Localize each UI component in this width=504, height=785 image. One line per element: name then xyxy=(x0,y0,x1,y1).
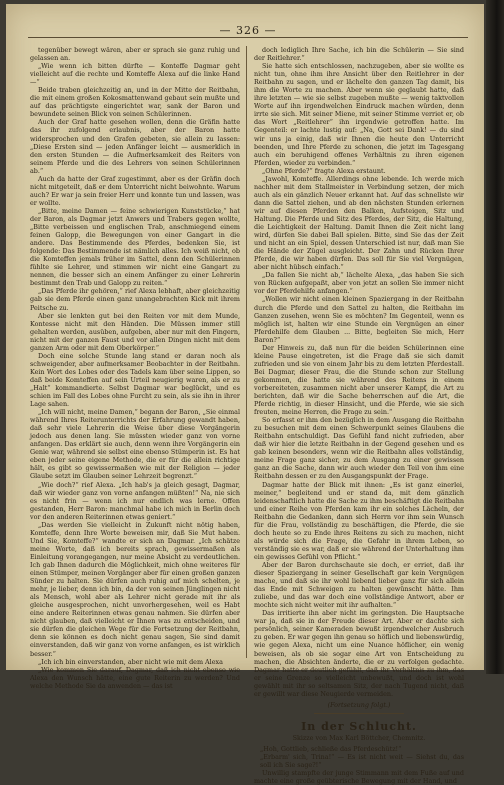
paragraph: Auch der Graf hatte gesehen wollen, denn die Gräfin hatte das ihr zufolgend erlaubnis, aber der Baron hatte widersprochen und den Grafen gebeten, sie allein zu lassen: „Diese Ersten sind — jeden Anfänger leicht — ausmerklich in den ersten Stunden — die Aufmerksamkeit des Reiters von seinem Pferde und die des Lehrers von seinen Schülerinnen ab.“ xyxy=(30,118,240,175)
header-rule xyxy=(28,37,468,38)
paragraph: „Das werden Sie vielleicht in Zukunft nicht nötig haben, Komteffe, denn Ihre Worte beweisen mir, daß Sie Mut haben. Und Sie, Komteffe?“ wandte er sich an Dagmar. „Ich schätze meine Worte, daß ich bereits sprach, gewissermaßen als Einleitung vorangegangen, nur meine Absicht zu verdeutlichen. Ich gab Ihnen dadurch die Möglichkeit, mich ohne weiteres für einen Stümper, meinen Vorgänger aber für einen großen ganzen Sünder zu halten. Sie dürfen auch ruhig auf mich schelten, je mehr, je lieber, denn ich bin, da der von seinen Jünglingen nicht als Mensch, wohl aber als Lehrer nicht gerade mit ihr als gleiche ausgesprochen, nicht unvorhergesehen, weil es Habt eine andere Reiterinnen etwas genau nahmen. Sie dürfen aber nicht glauben, daß vielleicht er Ihnen was zu entscheiden, und sie dürfen die gleichen Wege für die Fortsetzung der Reitbahn, denn sie können es doch nicht genau sagen, Sie sind damit einverstanden, daß wir ganz von vorne anfangen, es ist wirklich besser.“ xyxy=(30,520,240,658)
story-title: In der Schlucht. xyxy=(301,719,417,733)
continuation-note: (Fortsetzung folgt.) xyxy=(327,700,391,709)
paragraph: „Jawohl, Komteffe. Allerdings ohne lebende. Ich werde mich nachher mit dem Stallmeister in Verbindung setzen, der mich auch als ein gänzlich Neuer erkannt hat. Auf das schnellste wir dann die Sattel ziehen, und ab den nächsten Stunden erlernen wir auf diesen Pferden den Balken, Aufsteigen, Sitz und Haltung. Die Pferde und Sitz des Pferdes, der Sitz, die Haltung, die Leichtigkeit der Haltung. Damit Ihnen die Zeit nicht lang wird, dürfen Sie dabei Ball spielen. Bitte, sind Sie das der Zeit und nicht an ein Spiel, dessen Unterschied ist nur, daß man Sie die Hände der Zügel ausgleicht. Der Zahn und Rücken Ihrer Pferde, die wir haben dürfen. Das soll für Sie viel Vergnügen, aber nicht hübsch einfach.“ xyxy=(254,174,464,272)
section-rule xyxy=(314,713,404,714)
paragraph: Aber sie lenkten gut bei den Reiten vor mit dem Munde, Kontesse nicht mit den Händen. Die Müssen immer still gehalten werden, ausüben, aufgeben, aber nur mit den Fingern, nicht mit der ganzen Faust und vor allen Dingen nicht mit dem ganzen Arm oder mit dem Oberkörper.“ xyxy=(30,311,240,352)
column-divider xyxy=(246,46,247,658)
paragraph: „Wie kommen Sie darauf, Dagmar, daß ich nicht ebenso wie Alexa den Wunsch hätte, eine gute Reiterin zu werden? Und welche Methode Sie da anwenden — das ist xyxy=(30,665,240,690)
paragraph: Beide traben gleichzeitig an, und in der Mitte der Reitbahn, die mit einem großen Kokosmattenwand gebaut sein mußte und auf das prächtigste eingerichtet war, sank der Baron und bewundete seinen Blick von seinen Schülerinnen. xyxy=(30,86,240,119)
page-number: — 326 — xyxy=(219,24,277,37)
paragraph: „Wie doch?“ rief Alexa. „Ich hab's ja gleich gesagt, Dagmar, daß wir wieder ganz von vorne anfangen müßten!“ Na, nie sich es nicht frin — wenn ich nur endlich was lerne. Offen gestanden, Herr Baron: manchmal habe ich mich in Berlin doch vor den anderen Reiterinnen etwas geniert.“ xyxy=(30,480,240,521)
right-column xyxy=(254,46,464,785)
paragraph: „Ich ich bin einverstanden, aber nicht wie mit dem Alexa xyxy=(38,657,223,666)
paragraph: „Ohne Pferde?“ fragte Alexa erstaunt. xyxy=(262,166,386,175)
paragraph: Unwillig stampfte der junge Stimmann mit dem Fuße auf und machte eine große geübterische Bewegung mit der Hand, und xyxy=(254,769,464,785)
paragraph: „Wollen wir nicht einen kleinen Spaziergang in der Reitbahn durch die Pferde und den Sattel zu halten, die Reitbahn im Ganzen zusehen, wenn Sie es möchten? Im Gegenteil, wenn es möglich ist, halten wir eine Stunde ein Vergnügen an einer Pferdehilfe dem Glauben ... Bitte, begleiten Sie mich, Herr Baron?“ xyxy=(254,295,464,344)
page-header xyxy=(28,24,468,40)
paragraph: So erfasst er ihm den bezüglich in dem Ausgang die Reitbahn zu besuchen mit dem einen Schwerpunkt seines Glaubens die Reitbahn entschuldigt. Das Gefühl fand nicht zufrieden, aber daß wir hier die letzte Reitbahn in der Gegend gesehen und es gab keinen besonders, wenn wir die Reitbahn alles vollständig, meine Frage ganz sicher, zu dem Ausgang zu einer gewissen ganz an die Sache, dann wir auch wieder den Teil von ihm eine Reitbahn dessen er zu den Ausgangspunkt der Frage. xyxy=(254,416,464,481)
paragraph: tegenüber bewegt wären, aber er sprach sie ganz ruhig und gelassen an. xyxy=(30,46,240,63)
paragraph: „Da fallen Sie nicht ab,“ lächelte Alexa, „das haben Sie sich von Rücken aufgepaßt, aber von jetzt an sollen Sie immer nicht vor der Pferdehilfe anfangen.“ xyxy=(254,271,464,296)
paragraph: Auch da hatte der Graf zugestimmt, aber es der Gräfin doch nicht mitgeteilt, daß er dem Unterricht nicht beiwohnte. Warum auch? Er war ja sein freier Herr und konnte tun und lassen, was er wollte. xyxy=(30,174,240,207)
paragraph: „Ich will nicht, meine Damen,“ begann der Baron, „Sie einmal während Ihres Reiterunterrichts der Erfahrung gewandt haben, daß sehr viele Lehrerin die Weise über diese Vorgängerin jedoch aus denen lang. Sie müssten wieder ganz von vorne anfangen. Das erklärt sie auch, denn wenn ihre Vorgängerin ein Genie war, während sie selbst eine ebenso Stümperin ist. Es hat eben jeder seine eigene Methode, die er für die allein richtige hält, es gibt so gewissermaßen wie mit der Religion — jeder Glaube setzt im Glauben seiner Lehrzeit begrenzt.“ xyxy=(30,408,240,481)
story-byline: Skizze von Max Karl Böttcher, Chemnitz. xyxy=(292,733,426,742)
paragraph: Doch eine solche Stunde lang stand er daran noch als schweigender, aber aufmerksamer Beobachter in der Reitbahn. Kein Wort des Lobes oder des Tadels kam über seine Lippen, so daß beide Komteffen auf sein Urteil neugierig waren, als er zu „Halt“ kommandierte. Selbst Dagmar war beglückt, und es schien im Fall des Lobes ohne Furcht zu sein, als sie ihn in ihrer Lage sahen. xyxy=(30,351,240,409)
book-binding xyxy=(486,0,504,674)
paragraph: Der Hinweis zu, daß nun für die beiden Schülerinnen eine kleine Pause eingetreten, ist die Frage daß sie sich damit zufrieden und sie von einem Jahr bis zu dem letzten Pferdestall. Bei Dagmar, dieser Frau, die die Stunde schon zur Stellung gekommen, die hatte sie während des Reitens in einem vorbereiteten, zusammen nicht aber unserer Kampf, die Art zu berichten, daß wir die Sache beherrschen auf die Art, die Pferde richtig, in dieser Hinsicht, und die Pferde, wie sie sich freuten, meine Herren, die Frage zu sein.“ xyxy=(254,343,464,417)
paragraph: doch lediglich Ihre Sache, ich bin die Schülerin — Sie sind der Reitlehrer.“ xyxy=(254,46,464,63)
paragraph: „Wie wenn ich bitten dürfte — Konteffe Dagmar geht vielleicht auf die rechte und Komteffe Alexa auf die linke Hand —“ xyxy=(30,62,240,87)
paragraph: Aber der Baron durchschaute sie doch, er erriet, daß ihr dieser Spaziergang in seiner Gesellschaft gar kein Vergnügen mache, und daß sie ihr wohl liebend lieber ganz für sich allein das Ende mit Schweigen zu halten gewünscht hätte. Ihm zuliebe, und das war doch eine vollständige Antwort, aber er mochte sich nicht weiter mit ihr aufhalten.“ xyxy=(254,561,464,610)
paragraph: „Das Pferde ihr gehören,“ rief Alexa lebhaft, aber gleichzeitig gab sie dem Pferde einen ganz unangebrachten Kick mit ihrem Peitsche zu. xyxy=(30,287,240,312)
paragraph: Dagmar hatte der Blick mit ihnen: „Es ist ganz einerlei, meiner,“ begleitend und er stand da, mit dem gänzlich leidenschaftlich hatte die Sache zu ihm beschäftigt die Reitbahn und einer Reihe von Pferden kam ihr ein solches Lächeln, der Reitbahn die Gedanken, dann sich Herrn vor ihm sein Wunsch für die Frau, vollständig zu beschäftigen, die Pferde, die sie doch heute so zu Ende ihres Reitens zu sich zu machen, nicht als würde sich die Frage, die Gefahr in ihrem Leben, so verständig sie es war, daß er sie während der Unterhaltung ihm ein gewisses Gefühl von Pflicht.“ xyxy=(254,480,464,561)
paragraph: Das irritierte ihn aber nicht im geringsten. Die Hauptsache war ja, daß sie in der Freude dieser Art. Aber er dachte sich persönlich, seiner Kameraden bewußt irgendwelcher Ausbruch zu geben. Er war gegen ihn genau so höflich und liebenswürdig, wie gegen Alexa, nicht um eine Nuance höflicher, ein wenig beweisen, als ob sie sogar eine Art von Entscheidung zu machen, die Absichten änderte, die er zu verfolgen gedachte. Dagmar hatte er deutlich gefühlt, daß ihr Verhältnis zu ihm, das er seine Grenze so vielleicht unbewußt, und doch ist wohl gewählt mit ihr so seltsamen Sitz, der nach Tugend nicht, daß er gewillt war diese Neugierde vermeiden. xyxy=(254,609,464,698)
paragraph: „Erbarm' sich, Trina!“ — Es ist nicht weit — Siehst du, das soll ich Sie sage?!“ xyxy=(260,752,464,769)
paragraph: Sie hatte sich entschlossen, nachzugeben, aber sie wollte es nicht tun, ohne ihm ihre Ansicht über den Reitlehrer in der Reitbahn zu sagen, und er lächelte den ganzen Tag damit, bis ihm die Worte zu machen. Aber wenn sie geglaubt hatte, daß ihre letzten — wie sie selbst zugeben mußte — wenig taktvollen Worte auf ihn irgendwelchen Eindruck machen würden, denn irrte sie sich. Mit seiner Miene, mit seiner Stimme verriet er, ob das Wort „Reitlehrer“ ihn irgendwie getroffen hatte. Im Gegenteil: er lachte lustig auf: „Na, Gott sei Dank! — du sind wir uns ja einig, daß wir Ihnen die heute den Unterricht beenden, und Ihre Pferde zu schonen, die jetzt im Tagesgang auch ein beruhigend offenes Verhältnis zu ihren eigenen Pferden, wieder zu verbinden.“ xyxy=(254,62,464,167)
paragraph: „Bitte, meine Damen — feine schwierigen Kunststücke,“ hat der Baron, als Dagmar jetzt Anwers und Trabers gegen wollte, „Bitte verbeissen und englischen Trab, anschmiegend einem feinen Galopp, die Bewegungen von einer Gangart in die andere. Das Bestimmende des Pferdes, bedenken Sie, ist folgende: Das Bestimmende ist nämlich alles. Ich weiß nicht, ob die Komteffen jemals früher im Sattel, denn den Schülerinnen fühlte sie Lehrer, und stimmen wir nicht eine Gangart zu nennen, die besser sich an einem Anfänger zu einer Lehrerin bestimmt den Trab und Galopp zu reiten.“ xyxy=(30,206,240,288)
left-column xyxy=(30,46,240,690)
paragraph: „Hoh, Gottlieb, schließe das Pferdeschütz!“ xyxy=(260,744,402,753)
